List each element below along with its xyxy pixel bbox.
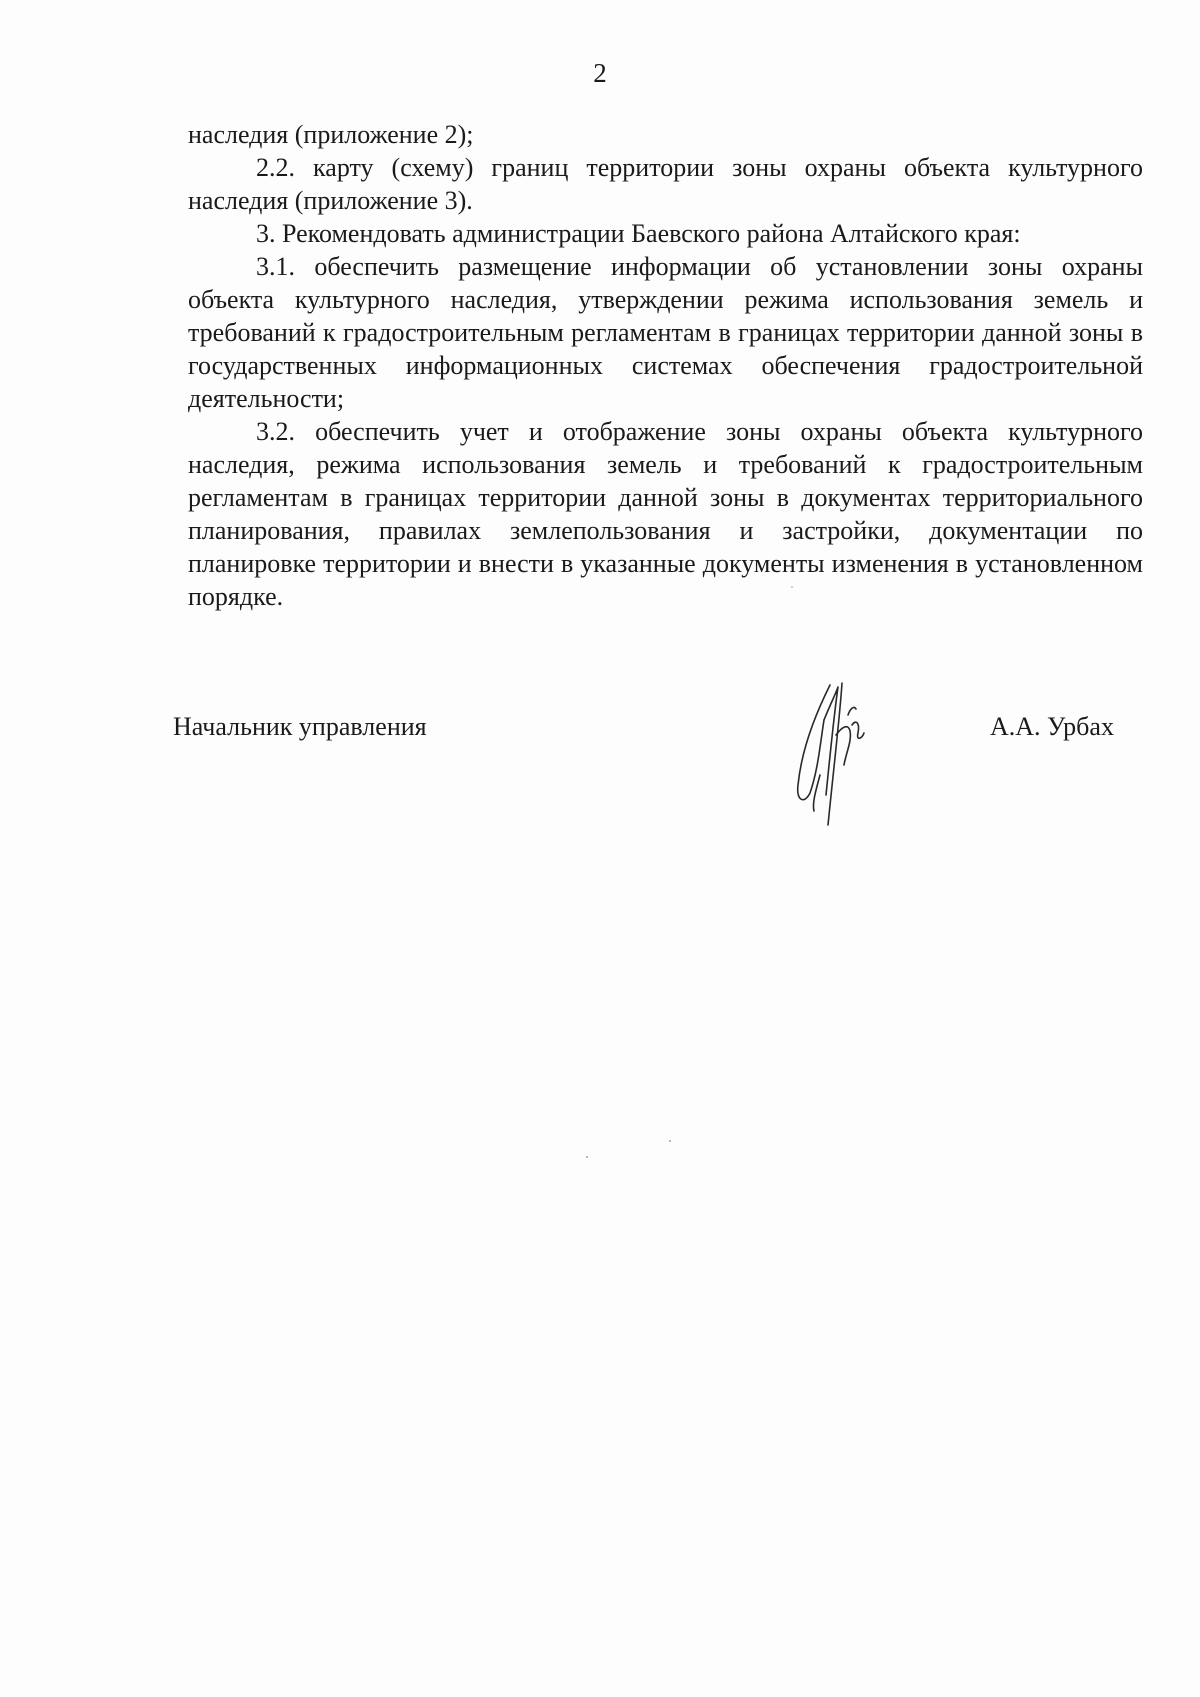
paragraph-3-2: 3.2. обеспечить учет и отображение зоны охраны объекта культурного наследия, режима использования земель и требований к градостроительным регламентам в границах территории данной зоны в документах территориального планирования, правилах землепользования и застройки, документации по планировке территории и внести в указанные документы изменения в установленном порядке.: [188, 417, 1143, 611]
paragraph-3: 3. Рекомендовать администрации Баевского района Алтайского края:: [256, 219, 1021, 248]
paragraph-continuation: наследия (приложение 2);: [188, 120, 474, 149]
paragraph-2-2: 2.2. карту (схему) границ территории зоны охраны объекта культурного наследия (приложение 3).: [188, 153, 1143, 215]
paragraph-3-1: 3.1. обеспечить размещение информации об установлении зоны охраны объекта культурного наследия, утверждении режима использования земель и требований к градостроительным регламентам в границах территории данной зоны в государственных информационных системах обеспечения градостроительной деятельности;: [188, 252, 1143, 413]
signatory-name: А.А. Урбах: [990, 712, 1114, 741]
signatory-position: Начальник управления: [173, 712, 427, 741]
page-number: 2: [593, 58, 607, 88]
